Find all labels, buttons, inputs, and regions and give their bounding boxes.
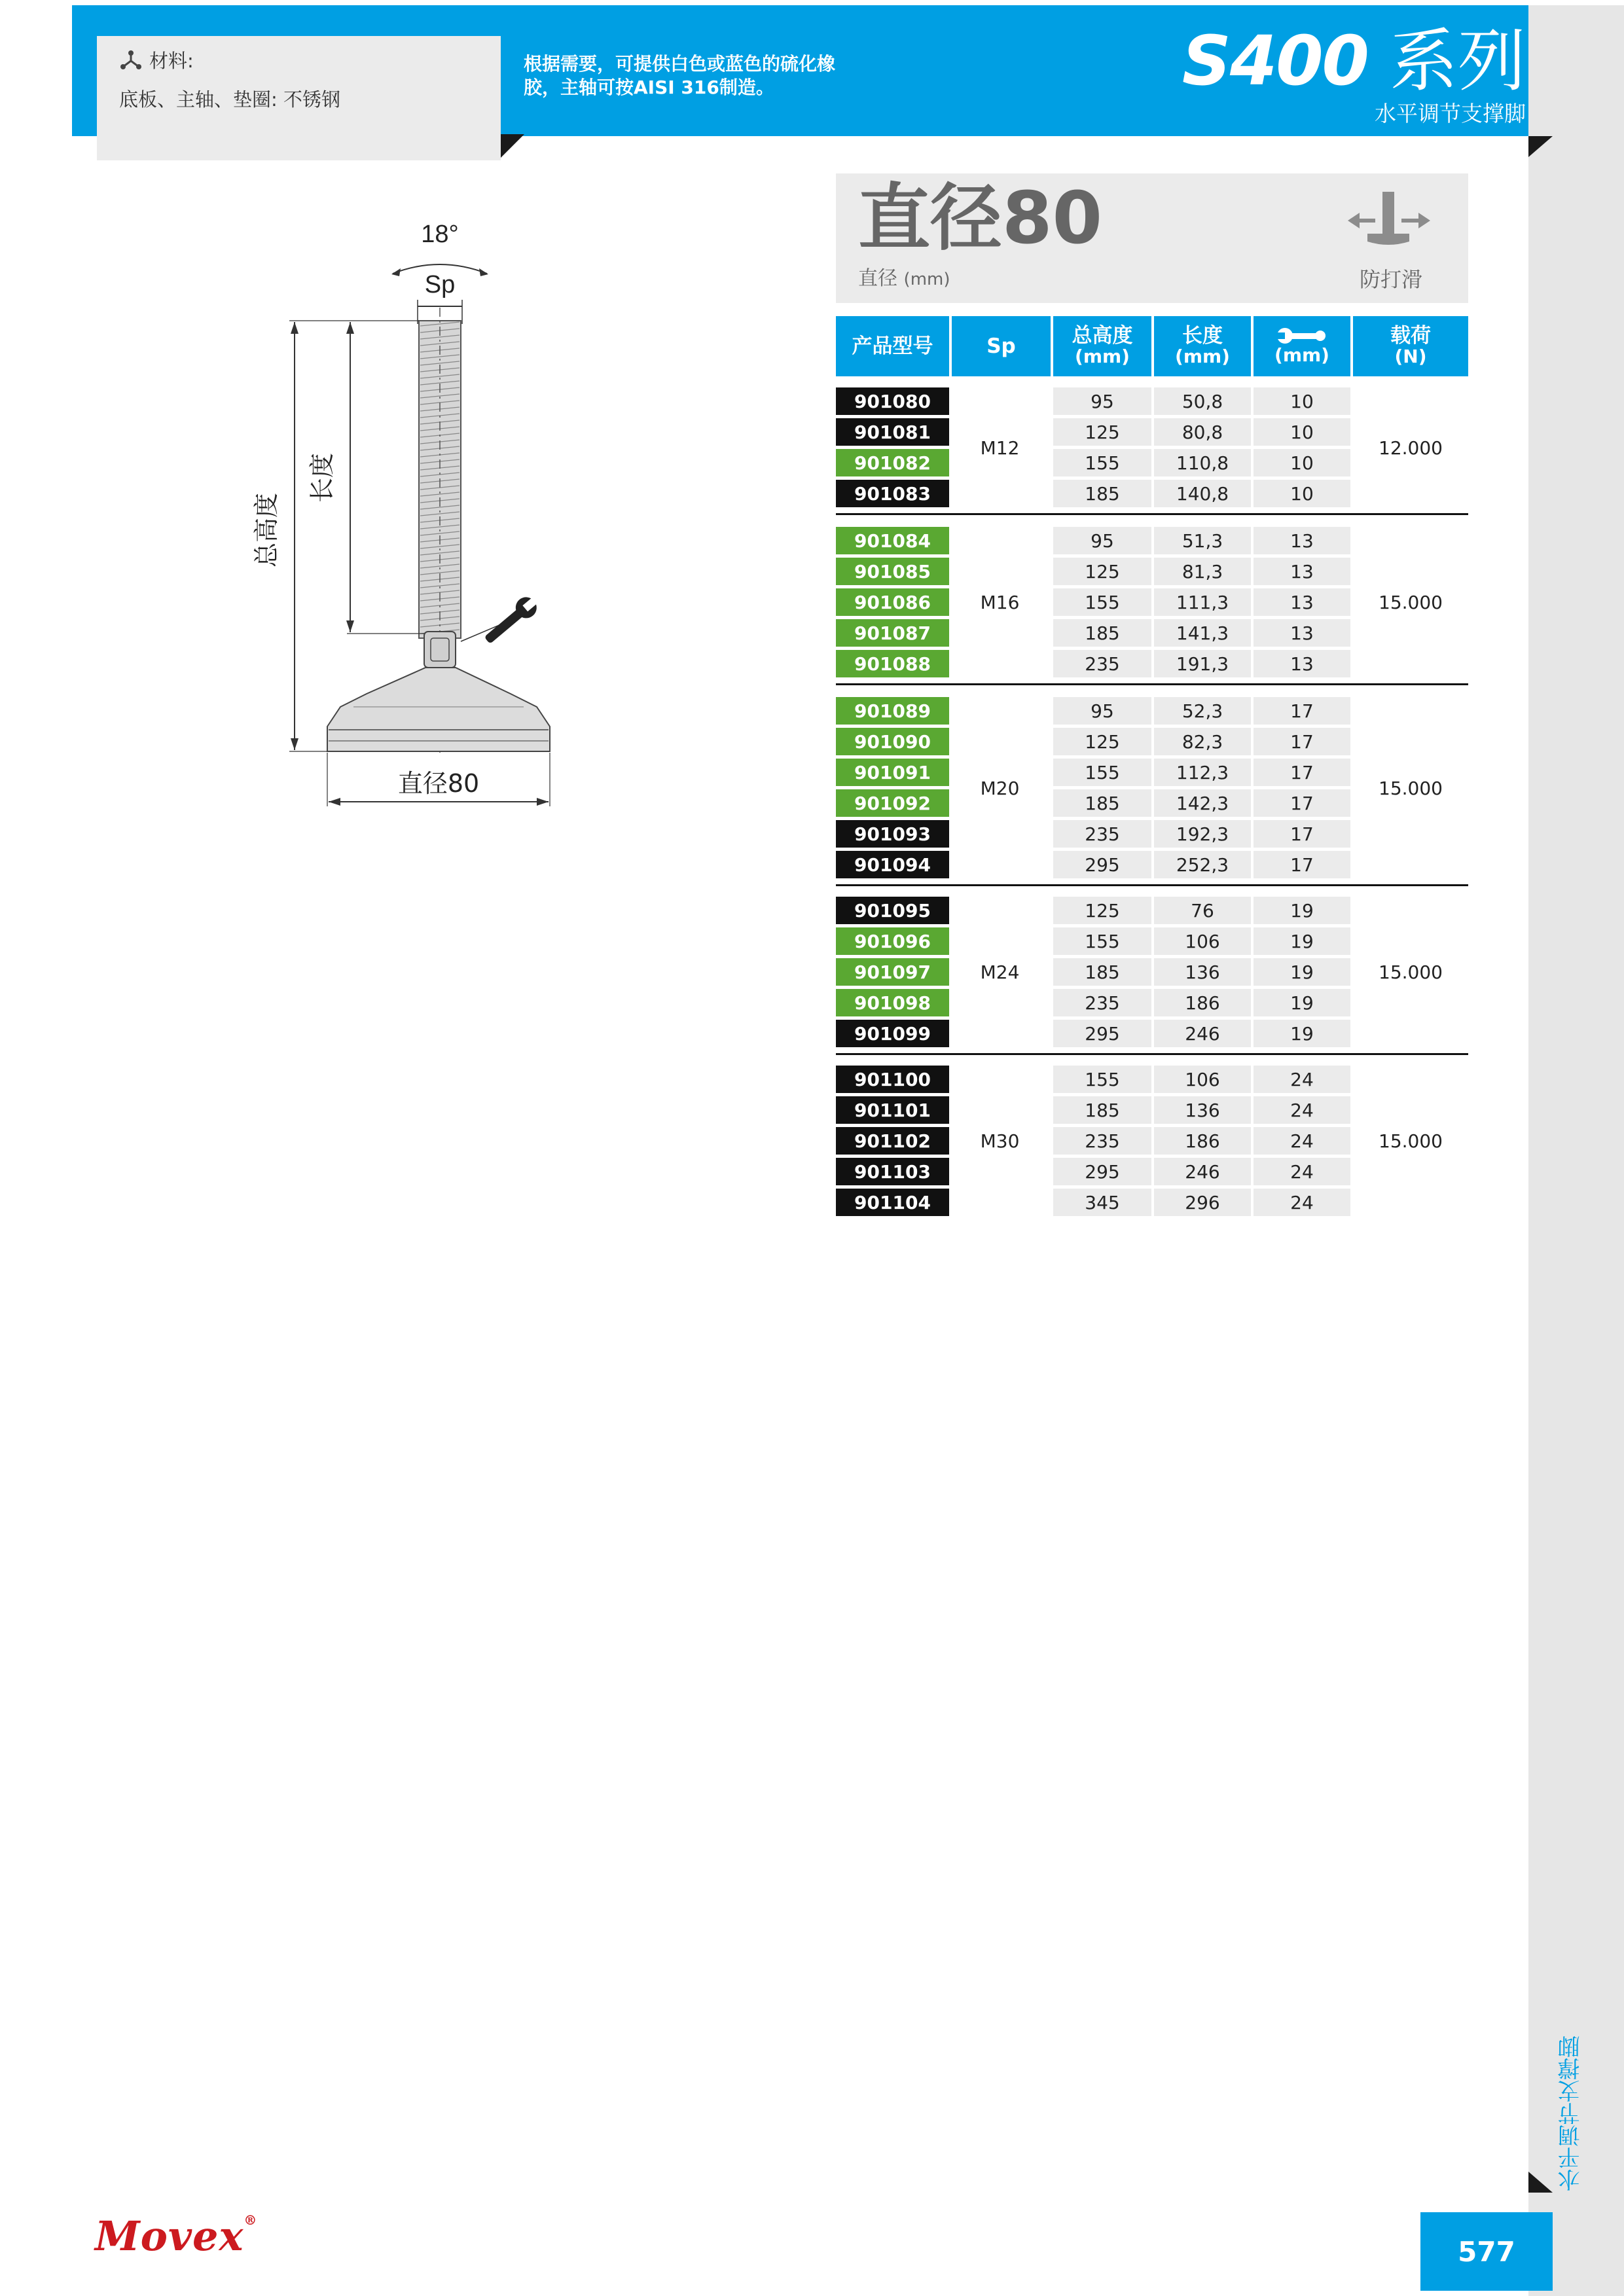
length-cell: 140,8 — [1154, 480, 1251, 507]
product-code-cell: 901083 — [836, 480, 949, 507]
product-code-cell: 901088 — [836, 650, 949, 677]
length-arrow-top — [346, 322, 354, 334]
wrench-size-cell: 10 — [1254, 480, 1350, 507]
header-sp — [952, 316, 1051, 376]
wrench-size-cell: 10 — [1254, 449, 1350, 476]
product-code-cell: 901098 — [836, 989, 949, 1016]
sp-cell: M24 — [980, 961, 1020, 983]
total-height-cell: 345 — [1053, 1189, 1151, 1216]
total-height-cell: 155 — [1053, 449, 1151, 476]
wrench-size-cell: 19 — [1254, 897, 1350, 924]
length-cell: 186 — [1154, 1127, 1251, 1155]
load-cell: 15.000 — [1379, 592, 1443, 613]
length-cell: 76 — [1154, 897, 1251, 924]
total-height-cell: 125 — [1053, 897, 1151, 924]
wrench-size-cell: 24 — [1254, 1066, 1350, 1093]
length-cell: 136 — [1154, 1096, 1251, 1124]
total-height-cell: 185 — [1053, 619, 1151, 647]
product-code-cell: 901102 — [836, 1127, 949, 1155]
total-height-cell: 185 — [1053, 958, 1151, 986]
total-height-cell: 155 — [1053, 1066, 1151, 1093]
product-code-cell: 901087 — [836, 619, 949, 647]
product-code-cell: 901085 — [836, 558, 949, 585]
wrench-size-cell: 17 — [1254, 697, 1350, 725]
product-code-cell: 901103 — [836, 1158, 949, 1185]
material-icon — [119, 50, 143, 70]
material-title: 材料: — [149, 50, 194, 72]
material-title-row — [119, 46, 478, 73]
sidebar-section-label: 水平调节支撑脚 — [1558, 2036, 1584, 2191]
product-code-cell: 901094 — [836, 851, 949, 878]
hex-nut — [424, 632, 456, 668]
product-code-cell: 901090 — [836, 728, 949, 755]
length-cell: 112,3 — [1154, 759, 1251, 786]
product-code-cell: 901086 — [836, 588, 949, 616]
total-height-cell: 185 — [1053, 480, 1151, 507]
header-wrench — [1254, 316, 1350, 376]
sp-label: Sp — [424, 271, 456, 298]
total-height-cell: 95 — [1053, 527, 1151, 554]
wrench-size-cell: 24 — [1254, 1096, 1350, 1124]
header-note-line1: 根据需要，可提供白色或蓝色的硫化橡 — [524, 53, 836, 75]
total-height-cell: 235 — [1053, 989, 1151, 1016]
product-code-cell: 901101 — [836, 1096, 949, 1124]
logo-text: Movex — [95, 2212, 244, 2260]
header-corner-decoration — [501, 134, 524, 158]
series-title — [1182, 21, 1526, 101]
wrench-size-cell: 17 — [1254, 851, 1350, 878]
side-bar — [1528, 5, 1624, 2296]
load-cell: 12.000 — [1379, 437, 1443, 459]
total-height-cell: 125 — [1053, 558, 1151, 585]
wrench-size-cell: 24 — [1254, 1127, 1350, 1155]
group-divider — [836, 884, 1468, 886]
total-height-cell: 155 — [1053, 588, 1151, 616]
length-cell: 252,3 — [1154, 851, 1251, 878]
diameter-box — [836, 173, 1468, 303]
diameter-title — [858, 177, 1102, 259]
diameter-arrow-right — [537, 798, 549, 806]
movex-logo — [95, 2212, 257, 2260]
length-cell: 191,3 — [1154, 650, 1251, 677]
wrench-size-cell: 10 — [1254, 387, 1350, 415]
load-cell: 15.000 — [1379, 961, 1443, 983]
product-code-cell: 901093 — [836, 820, 949, 848]
wrench-size-cell: 17 — [1254, 728, 1350, 755]
wrench-size-cell: 19 — [1254, 989, 1350, 1016]
diameter-subtitle-unit: (mm) — [903, 270, 950, 289]
length-cell: 141,3 — [1154, 619, 1251, 647]
sp-cell: M16 — [980, 592, 1020, 613]
rotation-arrow-left — [391, 268, 401, 276]
anti-slip-icon — [1346, 188, 1432, 253]
length-cell: 106 — [1154, 927, 1251, 955]
product-code-cell: 901081 — [836, 418, 949, 446]
wrench-size-cell: 19 — [1254, 1020, 1350, 1047]
length-cell: 111,3 — [1154, 588, 1251, 616]
base-plate — [327, 668, 550, 751]
diameter-subtitle — [858, 262, 950, 291]
wrench-size-cell: 13 — [1254, 588, 1350, 616]
product-code-cell: 901099 — [836, 1020, 949, 1047]
technical-drawing — [229, 209, 596, 818]
length-cell: 106 — [1154, 1066, 1251, 1093]
diameter-subtitle-text: 直径 — [858, 267, 897, 290]
product-code-cell: 901091 — [836, 759, 949, 786]
length-arrow-bottom — [346, 620, 354, 632]
wrench-size-cell: 13 — [1254, 527, 1350, 554]
total-height-arrow-bottom — [291, 738, 298, 750]
wrench-size-cell: 24 — [1254, 1158, 1350, 1185]
length-cell: 136 — [1154, 958, 1251, 986]
sp-cell: M12 — [980, 437, 1020, 459]
total-height-cell: 95 — [1053, 387, 1151, 415]
length-cell: 52,3 — [1154, 697, 1251, 725]
length-cell: 246 — [1154, 1158, 1251, 1185]
header-length-unit: (mm) — [1175, 346, 1230, 367]
total-height-cell: 155 — [1053, 927, 1151, 955]
length-cell: 296 — [1154, 1189, 1251, 1216]
product-code-cell: 901097 — [836, 958, 949, 986]
length-cell: 186 — [1154, 989, 1251, 1016]
product-code-cell: 901080 — [836, 387, 949, 415]
load-cell: 15.000 — [1379, 1130, 1443, 1152]
diameter-arrow-left — [329, 798, 340, 806]
series-subtitle: 水平调节支撑脚 — [1375, 101, 1526, 126]
diameter-label: 直径80 — [397, 769, 480, 798]
series-code: S400 — [1182, 21, 1368, 101]
wrench-size-cell: 13 — [1254, 558, 1350, 585]
product-code-cell: 901092 — [836, 789, 949, 817]
total-height-cell: 295 — [1053, 1020, 1151, 1047]
product-code-cell: 901082 — [836, 449, 949, 476]
total-height-cell: 235 — [1053, 820, 1151, 848]
rotation-arrow-right — [479, 268, 488, 276]
header-length-label: 长度 — [1182, 324, 1223, 348]
load-cell: 15.000 — [1379, 777, 1443, 799]
wrench-size-cell: 17 — [1254, 789, 1350, 817]
sp-cell: M20 — [980, 777, 1020, 799]
total-height-cell: 125 — [1053, 418, 1151, 446]
product-code-cell: 901104 — [836, 1189, 949, 1216]
length-cell: 246 — [1154, 1020, 1251, 1047]
header-code-label: 产品型号 — [852, 334, 933, 358]
length-label: 长度 — [308, 452, 336, 503]
logo-registered-mark: ® — [244, 2212, 258, 2228]
product-code-cell: 901089 — [836, 697, 949, 725]
length-cell: 192,3 — [1154, 820, 1251, 848]
header-load-label: 载荷 — [1390, 324, 1431, 348]
group-divider — [836, 513, 1468, 515]
product-code-cell: 901084 — [836, 527, 949, 554]
diameter-title-cn: 直径 — [858, 176, 1002, 260]
total-height-label: 总高度 — [252, 492, 281, 568]
wrench-icon — [480, 590, 544, 649]
material-box — [97, 36, 501, 160]
total-height-cell: 125 — [1053, 728, 1151, 755]
series-word: 系列 — [1389, 21, 1526, 101]
sidebar-top-decoration — [1528, 136, 1553, 157]
wrench-size-cell: 17 — [1254, 759, 1350, 786]
total-height-cell: 295 — [1053, 851, 1151, 878]
group-divider — [836, 683, 1468, 685]
header-height — [1053, 316, 1151, 376]
total-height-cell: 95 — [1053, 697, 1151, 725]
header-height-label: 总高度 — [1072, 324, 1133, 348]
wrench-size-cell: 13 — [1254, 619, 1350, 647]
header-note-line2: 胶，主轴可按AISI 316制造。 — [524, 77, 774, 98]
header-load-unit: (N) — [1394, 346, 1427, 367]
header-wrench-unit: (mm) — [1274, 344, 1329, 366]
wrench-size-cell: 10 — [1254, 418, 1350, 446]
length-cell: 81,3 — [1154, 558, 1251, 585]
total-height-cell: 185 — [1053, 1096, 1151, 1124]
wrench-size-cell: 17 — [1254, 820, 1350, 848]
length-cell: 142,3 — [1154, 789, 1251, 817]
length-cell: 80,8 — [1154, 418, 1251, 446]
product-code-cell: 901096 — [836, 927, 949, 955]
length-cell: 50,8 — [1154, 387, 1251, 415]
diameter-title-num: 80 — [1002, 176, 1103, 260]
material-text: 底板、主轴、垫圈: 不锈钢 — [119, 88, 340, 111]
wrench-size-cell: 24 — [1254, 1189, 1350, 1216]
sp-cell: M30 — [980, 1130, 1020, 1152]
header-load — [1353, 316, 1468, 376]
header-note — [524, 52, 890, 99]
length-cell: 51,3 — [1154, 527, 1251, 554]
header-code — [836, 316, 949, 376]
header-length — [1154, 316, 1251, 376]
anti-slip-label: 防打滑 — [1360, 267, 1423, 292]
header-sp-label: Sp — [986, 334, 1016, 358]
wrench-icon — [1276, 327, 1328, 345]
group-divider — [836, 1053, 1468, 1055]
total-height-cell: 295 — [1053, 1158, 1151, 1185]
page-number: 577 — [1420, 2212, 1553, 2291]
total-height-cell: 185 — [1053, 789, 1151, 817]
length-cell: 110,8 — [1154, 449, 1251, 476]
product-code-cell: 901095 — [836, 897, 949, 924]
product-code-cell: 901100 — [836, 1066, 949, 1093]
total-height-cell: 155 — [1053, 759, 1151, 786]
total-height-arrow-top — [291, 322, 298, 334]
wrench-size-cell: 13 — [1254, 650, 1350, 677]
header-height-unit: (mm) — [1075, 346, 1130, 367]
wrench-size-cell: 19 — [1254, 927, 1350, 955]
wrench-size-cell: 19 — [1254, 958, 1350, 986]
angle-label: 18° — [421, 221, 459, 248]
total-height-cell: 235 — [1053, 1127, 1151, 1155]
length-cell: 82,3 — [1154, 728, 1251, 755]
total-height-cell: 235 — [1053, 650, 1151, 677]
sidebar-bottom-decoration — [1528, 2172, 1553, 2193]
